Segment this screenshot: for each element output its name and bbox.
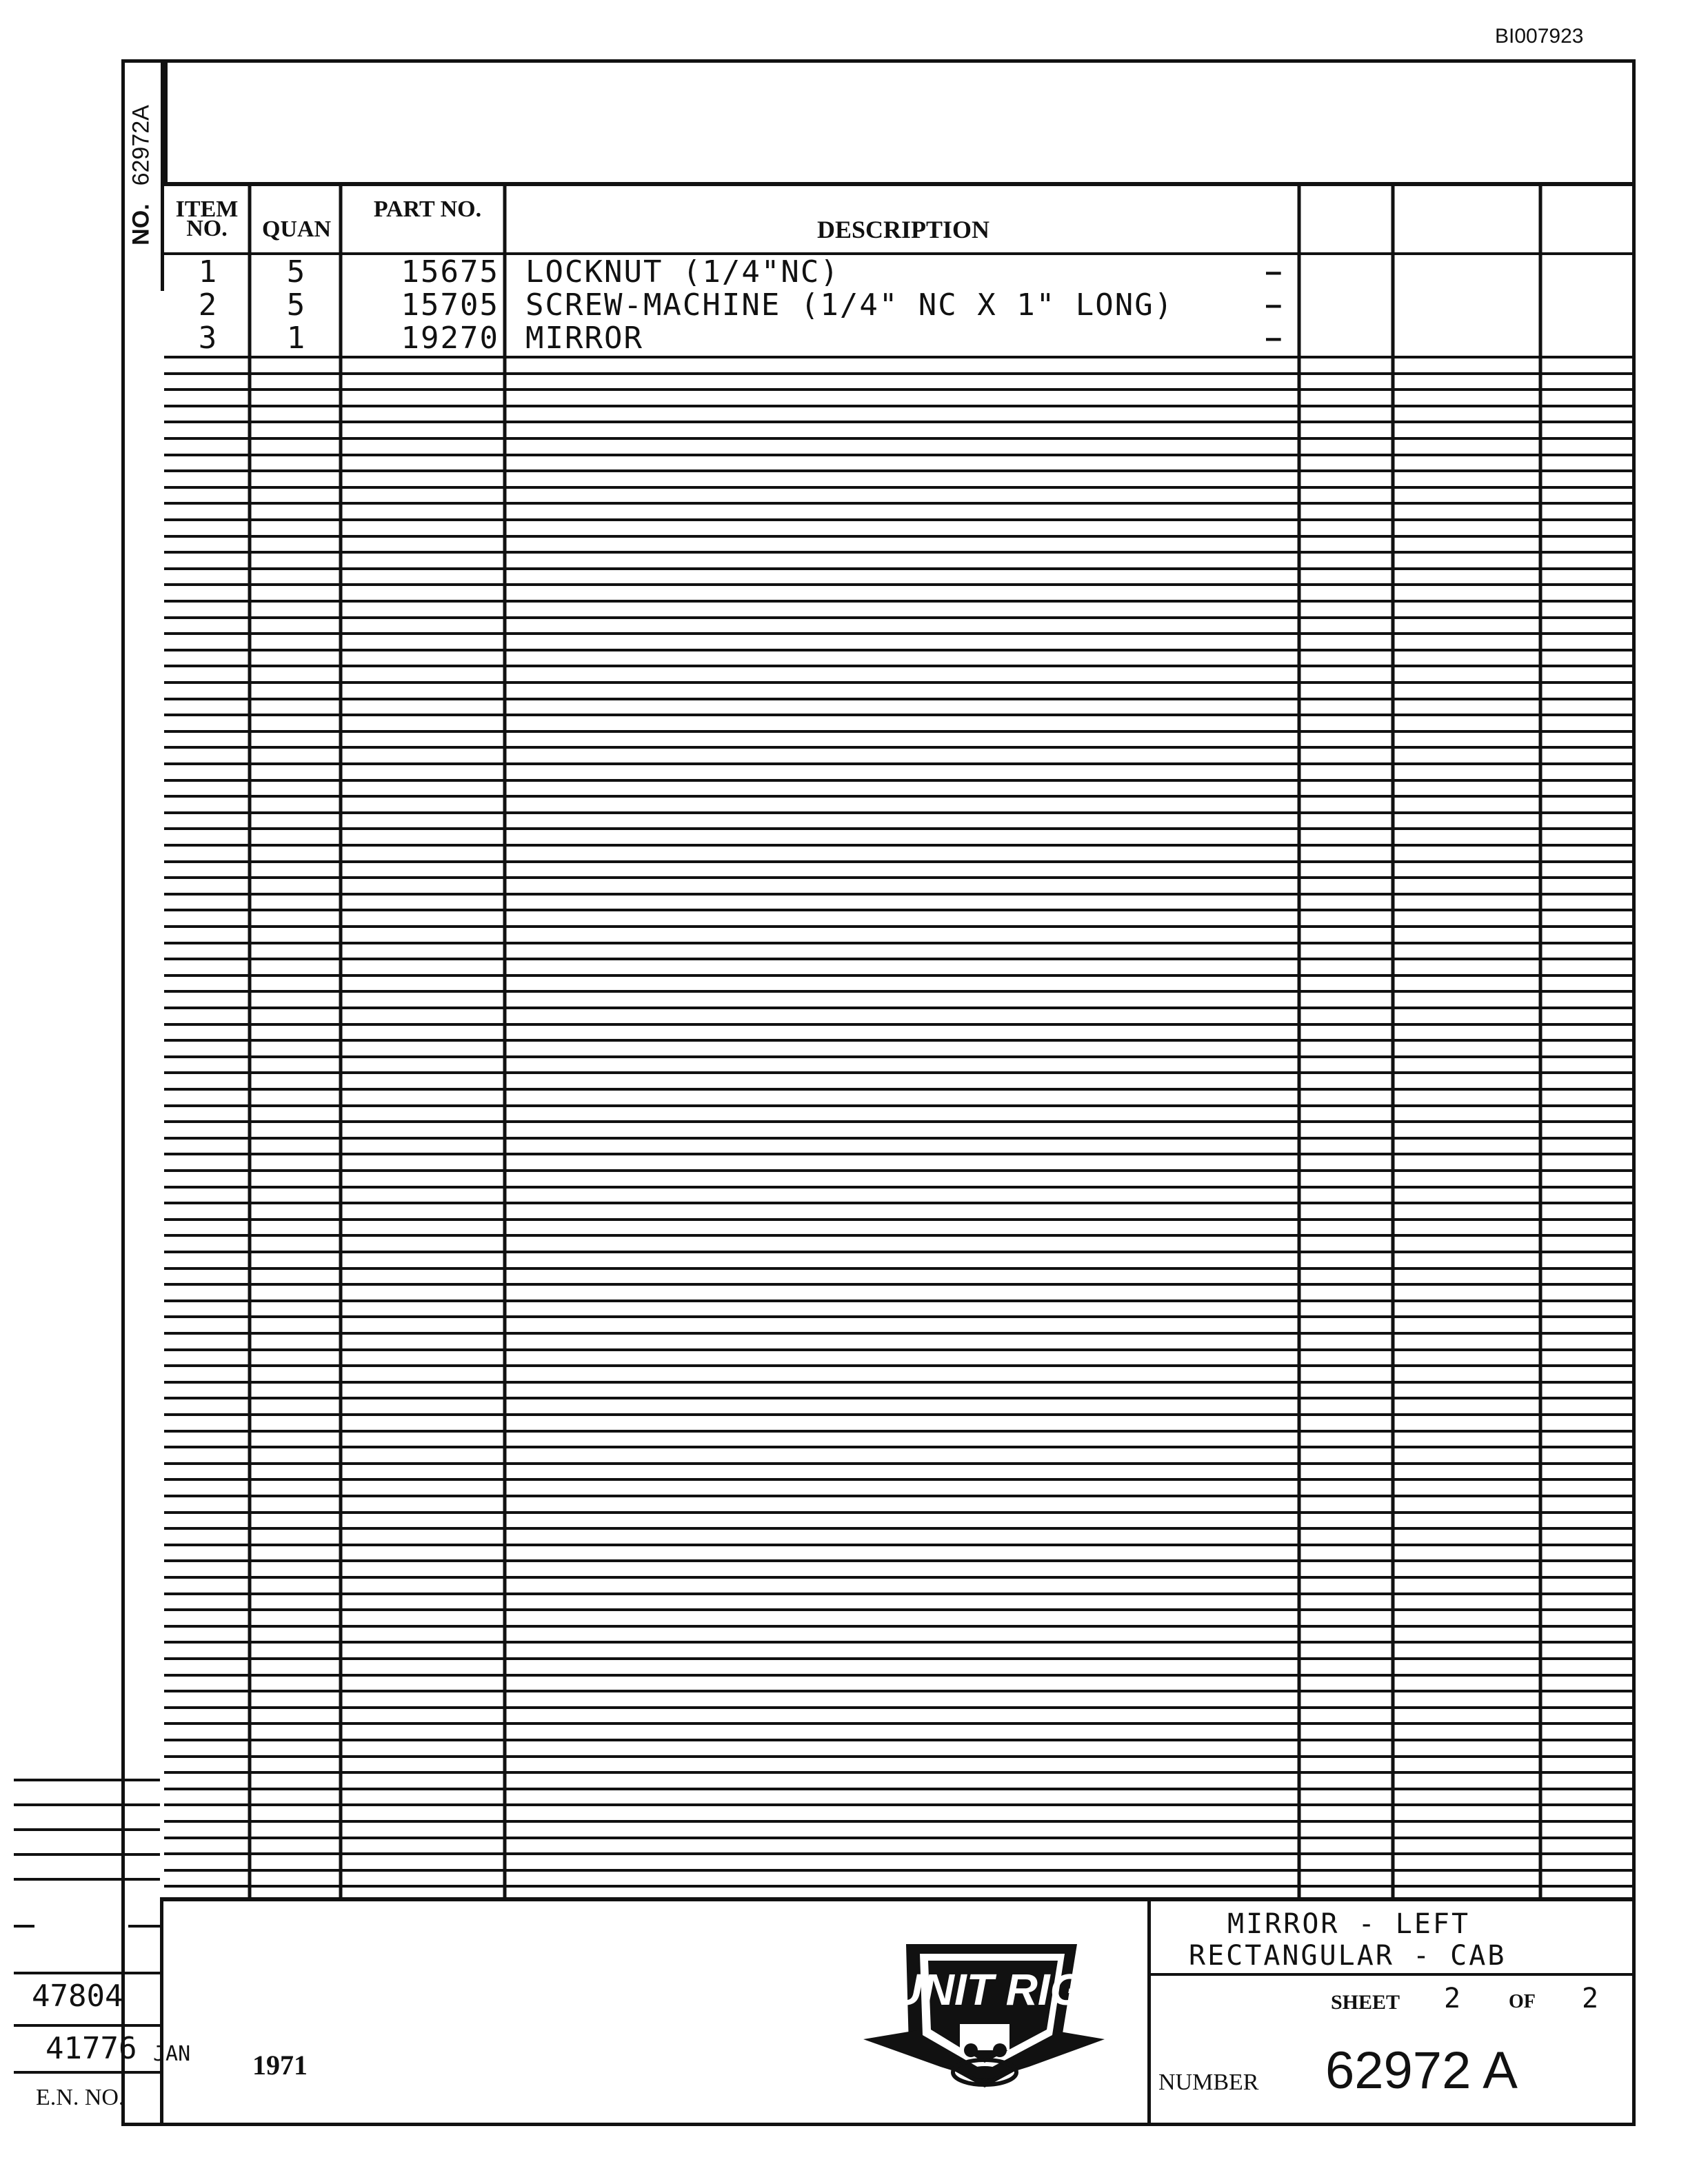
row-item-no: 3 — [198, 321, 219, 356]
of-label: OF — [1509, 1991, 1536, 2012]
row-part-no: 15705 — [401, 287, 499, 323]
rev-line — [14, 1925, 34, 1928]
en-no-label: E.N. NO. — [36, 2085, 125, 2110]
en-number-1: 47804 — [32, 1979, 123, 2014]
row-description: SCREW-MACHINE (1/4" NC X 1" LONG) — [525, 287, 1174, 323]
title-block-left-line — [160, 1897, 163, 2126]
document-id: BI007923 — [1495, 25, 1584, 48]
row-description: MIRROR — [525, 321, 643, 356]
date-month: JAN — [153, 2042, 191, 2066]
rev-line — [14, 1878, 160, 1881]
rev-line — [14, 1853, 160, 1856]
header-part-no: PART NO. — [373, 196, 482, 222]
row-mark: – — [1266, 291, 1283, 319]
row-mark: – — [1266, 258, 1283, 286]
header-quan: QUAN — [261, 216, 332, 242]
row-item-no: 1 — [198, 254, 219, 290]
rev-line — [14, 1972, 160, 1974]
row-quantity: 1 — [286, 321, 307, 356]
row-description: LOCKNUT (1/4"NC) — [525, 254, 840, 290]
rev-line — [14, 1828, 160, 1831]
side-no-label: NO. — [128, 203, 154, 245]
number-label: NUMBER — [1158, 2070, 1259, 2095]
title-line-1: MIRROR - LEFT — [1227, 1908, 1471, 1940]
sheet-number: 2 — [1444, 1983, 1461, 2014]
rev-line — [128, 1925, 160, 1928]
title-line-2: RECTANGULAR - CAB — [1189, 1940, 1507, 1972]
rev-line — [14, 1803, 160, 1806]
date-year: 1971 — [252, 2050, 308, 2081]
row-mark: – — [1266, 324, 1283, 352]
row-part-no: 19270 — [401, 321, 499, 356]
title-block-mid-line — [1147, 1973, 1636, 1976]
sheet-label: SHEET — [1331, 1991, 1400, 2014]
header-description: DESCRIPTION — [816, 216, 990, 243]
title-block-top-line — [160, 1897, 1636, 1901]
row-item-no: 2 — [198, 287, 219, 323]
row-part-no: 15675 — [401, 254, 499, 290]
row-quantity: 5 — [286, 287, 307, 323]
row-quantity: 5 — [286, 254, 307, 290]
en-number-2: 41776 — [46, 2031, 137, 2066]
rev-line — [14, 2024, 160, 2027]
unit-rig-logo — [863, 1936, 1106, 2101]
rev-line — [14, 2071, 160, 2074]
header-item-no: ITEM NO. — [175, 196, 239, 241]
rev-line — [14, 1779, 160, 1781]
title-block-divider — [1147, 1901, 1151, 2126]
sheet-total: 2 — [1582, 1983, 1599, 2014]
drawing-number: 62972 A — [1325, 2041, 1518, 2100]
svg-text:UNIT RIG: UNIT RIG — [890, 1965, 1085, 2014]
side-number: 62972A — [128, 105, 154, 186]
